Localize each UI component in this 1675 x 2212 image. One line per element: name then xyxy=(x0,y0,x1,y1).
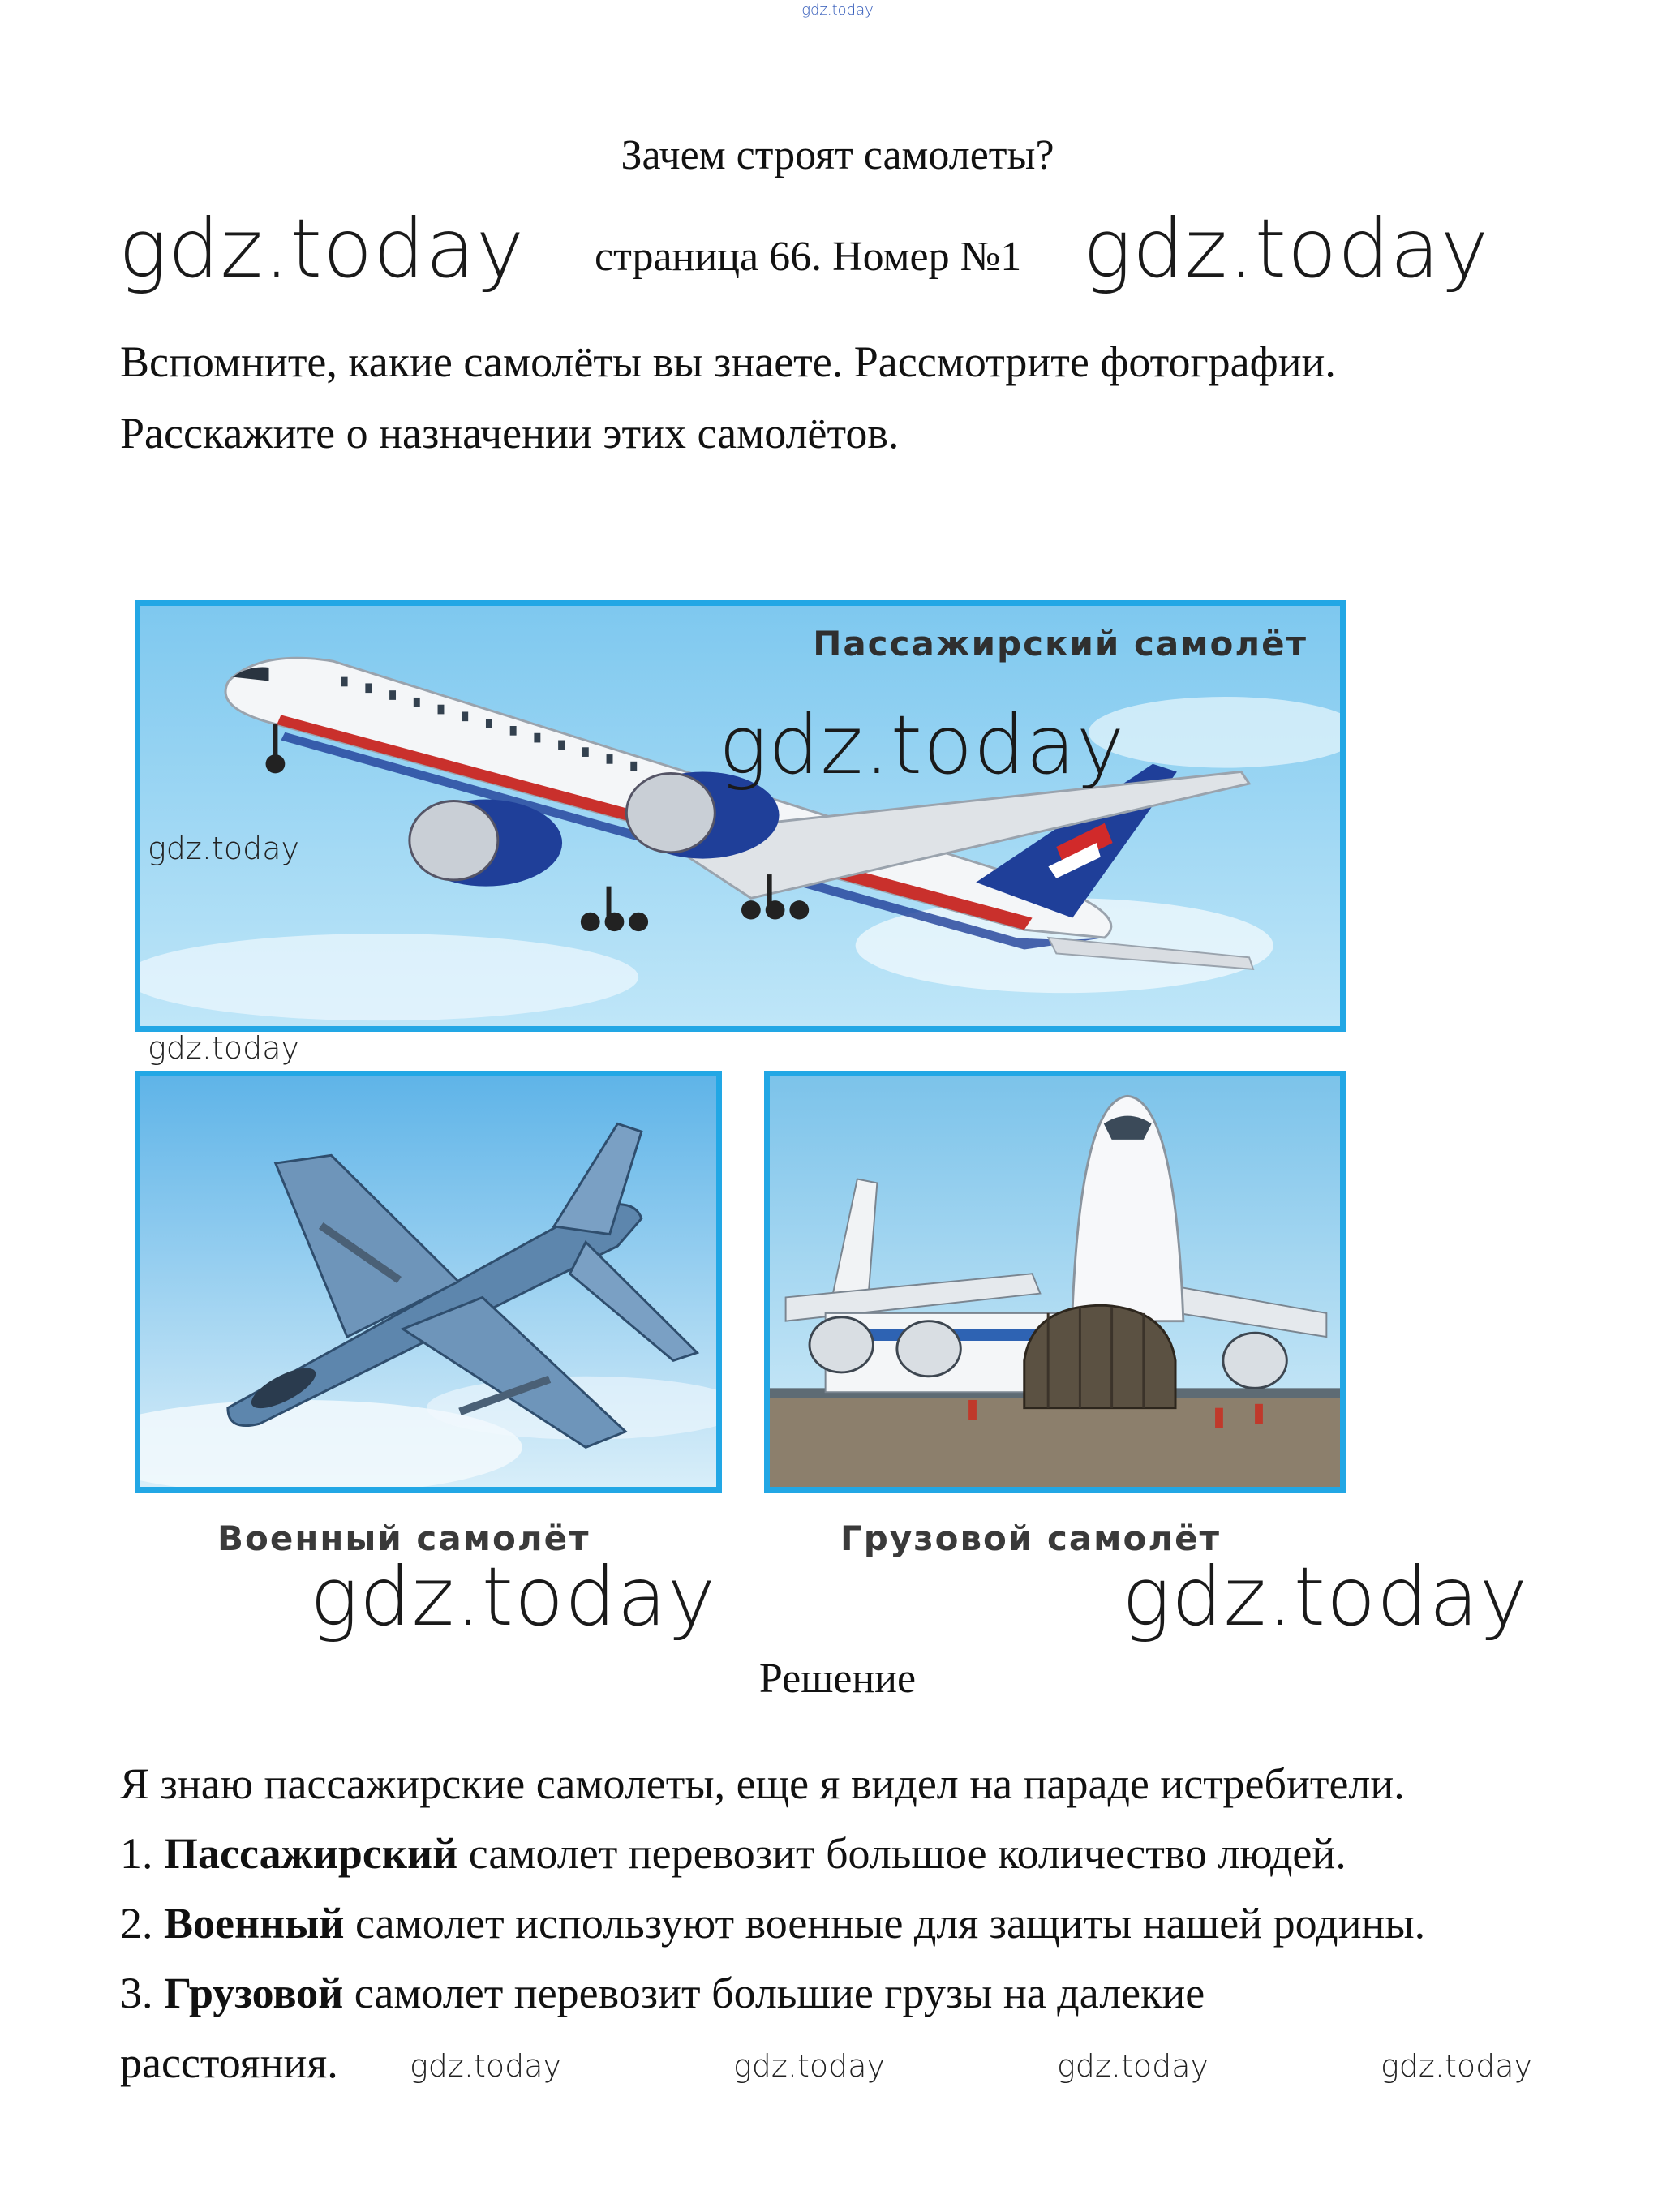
answer-item-2 xyxy=(120,1898,1425,1948)
page-title: Зачем строят самолеты? xyxy=(621,132,1054,178)
answer-item-1-text: самолет перевозит большое количество людей. xyxy=(457,1829,1346,1878)
military-plane-image xyxy=(140,1076,716,1487)
cargo-plane-label: Грузовой самолёт xyxy=(840,1518,1221,1558)
task-line-1: Вспомните, какие самолёты вы знаете. Рассмотрите фотографии. xyxy=(120,337,1336,386)
watermark-header-left: gdz.today xyxy=(118,201,526,296)
watermark-between-photos: gdz.today xyxy=(148,1030,299,1066)
answer-item-2-number: 2. xyxy=(120,1899,153,1948)
watermark-bottom-2: gdz.today xyxy=(733,2048,885,2084)
passenger-plane-photo xyxy=(135,600,1346,1032)
page-subtitle: страница 66. Номер №1 xyxy=(595,234,1022,280)
watermark-bottom-3: gdz.today xyxy=(1057,2048,1209,2084)
passenger-plane-image xyxy=(140,606,1340,1026)
watermark-bottom-1: gdz.today xyxy=(410,2048,561,2084)
task-line-2: Расскажите о назначении этих самолётов. xyxy=(120,409,900,457)
passenger-plane-label: Пассажирский самолёт xyxy=(813,624,1308,664)
military-plane-photo xyxy=(135,1071,722,1493)
answer-item-3-text: самолет перевозит большие грузы на далекие xyxy=(343,1969,1205,2017)
military-plane-label: Военный самолёт xyxy=(217,1518,591,1558)
answer-item-3-continuation: расстояния. xyxy=(120,2038,338,2087)
watermark-photo-center: gdz.today xyxy=(719,698,1126,792)
answer-item-3-term: Грузовой xyxy=(164,1969,344,2017)
answer-item-1-term: Пассажирский xyxy=(164,1829,458,1878)
answer-item-2-term: Военный xyxy=(164,1899,345,1948)
watermark-caption-left: gdz.today xyxy=(310,1549,717,1644)
answer-item-1 xyxy=(120,1828,1346,1879)
solution-heading: Решение xyxy=(758,1656,917,1702)
answer-item-2-text: самолет используют военные для защиты нашей родины. xyxy=(344,1899,1426,1948)
watermark-bottom-4: gdz.today xyxy=(1381,2048,1532,2084)
answer-item-3-number: 3. xyxy=(120,1969,153,2017)
watermark-header-right: gdz.today xyxy=(1083,201,1490,296)
watermark-photo-left: gdz.today xyxy=(148,831,299,866)
watermark-top: gdz.today xyxy=(801,2,874,19)
cargo-plane-photo xyxy=(764,1071,1346,1493)
watermark-caption-right: gdz.today xyxy=(1122,1549,1529,1644)
answer-item-3 xyxy=(120,1968,1205,2018)
solution-intro: Я знаю пассажирские самолеты, еще я видел на параде истребители. xyxy=(120,1759,1405,1808)
answer-item-1-number: 1. xyxy=(120,1829,153,1878)
cargo-plane-image xyxy=(770,1076,1340,1487)
